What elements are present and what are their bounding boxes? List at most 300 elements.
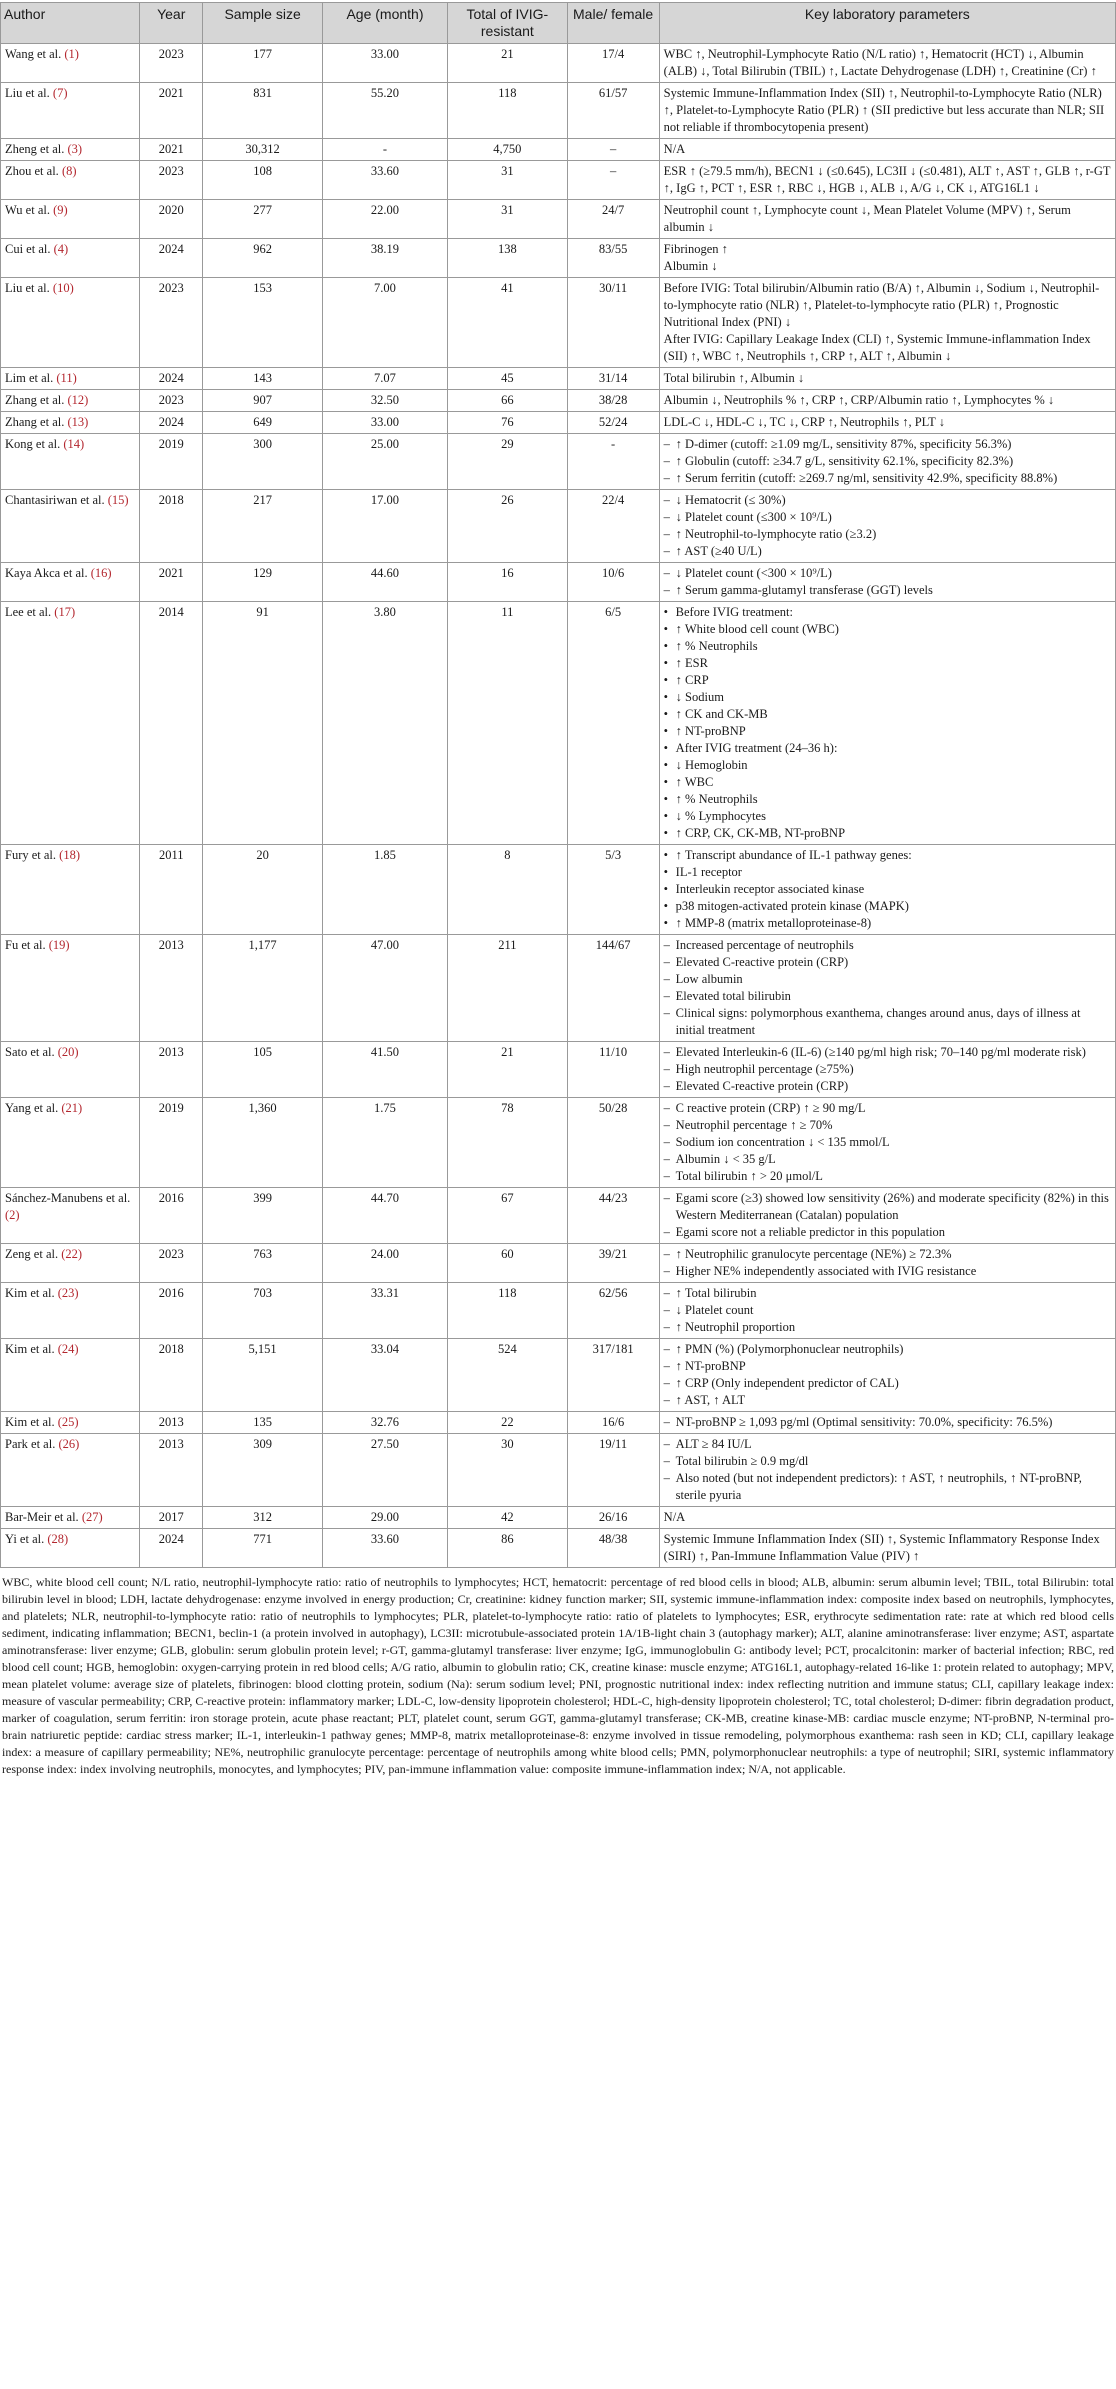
parameter-item: – ↑ AST, ↑ ALT: [664, 1392, 1111, 1409]
parameter-item: • After IVIG treatment (24–36 h):: [664, 740, 1111, 757]
parameter-item: • p38 mitogen-activated protein kinase (MAPK): [664, 898, 1111, 915]
author-name: Kim et al.: [5, 1342, 58, 1356]
table-row: [1, 412, 1116, 434]
cell-age: 32.76: [322, 1412, 447, 1434]
parameter-item: – ↓ Platelet count: [664, 1302, 1111, 1319]
author-name: Kaya Akca et al.: [5, 566, 91, 580]
cell-sample-size: 153: [203, 278, 322, 368]
author-name: Lim et al.: [5, 371, 57, 385]
cell-parameters: [659, 490, 1115, 563]
cell-parameters: [659, 1244, 1115, 1283]
cell-year: 2024: [139, 412, 202, 434]
ivig-resistance-table: [0, 2, 1116, 1568]
reference-link[interactable]: (3): [67, 142, 83, 156]
cell-male-female: 31/14: [567, 368, 659, 390]
cell-sample-size: 763: [203, 1244, 322, 1283]
cell-male-female: –: [567, 161, 659, 200]
cell-age: 29.00: [322, 1507, 447, 1529]
cell-parameters: [659, 1283, 1115, 1339]
cell-author: [1, 44, 140, 83]
author-name: Zheng et al.: [5, 142, 68, 156]
cell-age: 47.00: [322, 935, 447, 1042]
cell-male-female: 19/11: [567, 1434, 659, 1507]
table-row: [1, 845, 1116, 935]
cell-male-female: 5/3: [567, 845, 659, 935]
cell-parameters: [659, 1434, 1115, 1507]
cell-ivig-resistant: 22: [448, 1412, 567, 1434]
cell-author: [1, 1283, 140, 1339]
parameter-text: N/A: [663, 1510, 686, 1524]
cell-sample-size: 143: [203, 368, 322, 390]
table-row: [1, 1283, 1116, 1339]
cell-author: [1, 161, 140, 200]
author-name: Fury et al.: [5, 848, 60, 862]
cell-age: 33.60: [322, 1529, 447, 1568]
reference-link[interactable]: (13): [67, 415, 89, 429]
cell-male-female: 144/67: [567, 935, 659, 1042]
cell-author: [1, 278, 140, 368]
cell-parameters: [659, 1412, 1115, 1434]
parameter-item: – ↓ Platelet count (<300 × 10⁹/L): [664, 565, 1111, 582]
cell-ivig-resistant: 30: [448, 1434, 567, 1507]
cell-sample-size: 217: [203, 490, 322, 563]
cell-male-female: 50/28: [567, 1098, 659, 1188]
cell-male-female: 38/28: [567, 390, 659, 412]
table-footnote: WBC, white blood cell count; N/L ratio, neutrophil-lymphocyte ratio: ratio of neutrophils to lymphocytes; HCT, hematocrit: percentage of red blood cells in blood; ALB, albumin: serum albumin level; TBIL, total Bilirubin: total bilirubin level in blood; LDH, lactate dehydrogenase: enzyme involved in energy production; Cr, creatinine: kidney function marker; SII, systemic immune-inflammation index: composite index based on neutrophils, lymphocytes, and platelets; NLR, neutrophil-to-lymphocyte ratio: ratio of neutrophils to lymphocytes; PLR, platelet-to-lymphocyte ratio: ratio of platelets to lymphocytes; ESR, erythrocyte sedimentation rate: rate at which red blood cells sediment, indicating inflammation; BECN1, beclin-1 (a protein involved in autophagy), LC3II: microtubule-associated protein 1A/1B-light chain 3 (autophagy marker); ALT, alanine aminotransferase: liver enzyme; AST, aspartate aminotransferase: liver enzyme; GLB, globulin: serum globulin protein level; r-GT, gamma-glutamyl transferase: liver enzyme; IgG, immunoglobulin G: antibody level; PCT, procalcitonin: marker of bacterial infection; RBC, red blood cell count; HGB, hemoglobin: oxygen-carrying protein in red blood cells; A/G ratio, albumin to globulin ratio; CK, creatine kinase: muscle enzyme; ATG16L1, autophagy-related 16-like 1: protein related to autophagy; MPV, mean platelet volume: average size of platelets, fibrinogen: blood clotting protein, sodium (Na): serum sodium level; PNI, prognostic nutritional index: index reflecting nutrition and immune status; CLI, capillary leakage index: measure of vascular permeability; CRP, C-reactive protein: inflammatory marker; LDL-C, low-density lipoprotein cholesterol; HDL-C, high-density lipoprotein cholesterol; TC, total cholesterol; D-dimer: fibrin degradation product, marker of coagulation, serum ferritin: iron storage protein, acute phase reactant; PLT, platelet count, serum GGT, gamma-glutamyl transferase; CK-MB, creatine kinase-MB: cardiac muscle enzyme; NT-proBNP, N-terminal pro-brain natriuretic peptide: cardiac stress marker; IL-1, interleukin-1 pathway genes; MMP-8, matrix metalloproteinase-8: enzyme involved in tissue remodeling, polymorphous exanthema: rash seen in KD; CLI, capillary leakage index: a measure of capillary permeability; NE%, neutrophilic granulocyte percentage: percentage of neutrophils among white blood cells; PMN, polymorphonuclear neutrophils: a type of neutrophil; SIRI, systemic inflammatory response index: index involving neutrophils, monocytes, and lymphocytes; PIV, pan-immune inflammation value: composite immune-inflammation index; N/A, not applicable.: [2, 1575, 1114, 1776]
parameter-text: Systemic Immune Inflammation Index (SII) ↑, Systemic Inflammatory Response Index (SIRI) ↑, Pan-Immune Inflammation Value (PIV) ↑: [663, 1532, 1100, 1563]
table-row: [1, 278, 1116, 368]
reference-link[interactable]: (21): [61, 1101, 83, 1115]
cell-age: 7.07: [322, 368, 447, 390]
table-row: [1, 139, 1116, 161]
cell-ivig-resistant: 45: [448, 368, 567, 390]
parameter-item: – Low albumin: [664, 971, 1111, 988]
author-name: Wang et al.: [5, 47, 65, 61]
cell-parameters: [659, 1339, 1115, 1412]
cell-parameters: [659, 1529, 1115, 1568]
cell-parameters: [659, 278, 1115, 368]
reference-link[interactable]: (23): [57, 1286, 79, 1300]
parameter-item: • Before IVIG treatment:: [664, 604, 1111, 621]
cell-ivig-resistant: 76: [448, 412, 567, 434]
cell-year: 2023: [139, 161, 202, 200]
cell-parameters: [659, 200, 1115, 239]
header-author: Author: [1, 3, 140, 44]
parameter-list: [664, 604, 1111, 842]
author-name: Lee et al.: [5, 605, 55, 619]
cell-sample-size: 277: [203, 200, 322, 239]
cell-year: 2023: [139, 278, 202, 368]
table-row: [1, 602, 1116, 845]
table-row: [1, 1412, 1116, 1434]
author-name: Kim et al.: [5, 1415, 58, 1429]
cell-parameters: [659, 845, 1115, 935]
cell-author: [1, 390, 140, 412]
reference-link[interactable]: (12): [67, 393, 89, 407]
header-ivig-resistant: Total of IVIG-resistant: [448, 3, 567, 44]
parameter-text: Fibrinogen ↑: [663, 242, 728, 256]
cell-ivig-resistant: 42: [448, 1507, 567, 1529]
cell-year: 2019: [139, 1098, 202, 1188]
cell-year: 2023: [139, 44, 202, 83]
cell-sample-size: 108: [203, 161, 322, 200]
parameter-list: [664, 1100, 1111, 1185]
parameter-item: • IL-1 receptor: [664, 864, 1111, 881]
reference-link[interactable]: (1): [64, 47, 79, 61]
cell-sample-size: 129: [203, 563, 322, 602]
table-row: [1, 1434, 1116, 1507]
parameter-item: – Clinical signs: polymorphous exanthema, changes around anus, days of illness at initial treatment: [664, 1005, 1111, 1039]
cell-year: 2013: [139, 1412, 202, 1434]
cell-male-female: 10/6: [567, 563, 659, 602]
cell-ivig-resistant: 118: [448, 83, 567, 139]
cell-author: [1, 239, 140, 278]
reference-link[interactable]: (15): [107, 493, 129, 507]
parameter-item: – ↑ Total bilirubin: [664, 1285, 1111, 1302]
parameter-list: [664, 1414, 1111, 1431]
cell-parameters: [659, 1042, 1115, 1098]
cell-sample-size: 105: [203, 1042, 322, 1098]
author-name: Liu et al.: [5, 281, 53, 295]
cell-year: 2016: [139, 1283, 202, 1339]
cell-sample-size: 1,360: [203, 1098, 322, 1188]
cell-ivig-resistant: 21: [448, 44, 567, 83]
table-body: [1, 44, 1116, 1568]
cell-age: 25.00: [322, 434, 447, 490]
table-row: [1, 1507, 1116, 1529]
table-row: [1, 368, 1116, 390]
reference-link[interactable]: (8): [61, 164, 77, 178]
cell-author: [1, 1339, 140, 1412]
cell-sample-size: 703: [203, 1283, 322, 1339]
cell-ivig-resistant: 78: [448, 1098, 567, 1188]
cell-year: 2018: [139, 490, 202, 563]
cell-year: 2021: [139, 139, 202, 161]
reference-link[interactable]: (17): [54, 605, 76, 619]
author-name: Bar-Meir et al.: [5, 1510, 82, 1524]
table-row: [1, 161, 1116, 200]
cell-ivig-resistant: 21: [448, 1042, 567, 1098]
parameter-item: – Neutrophil percentage ↑ ≥ 70%: [664, 1117, 1111, 1134]
cell-age: 22.00: [322, 200, 447, 239]
parameter-list: [664, 436, 1111, 487]
parameter-item: • ↑ % Neutrophils: [664, 791, 1111, 808]
parameter-item: – C reactive protein (CRP) ↑ ≥ 90 mg/L: [664, 1100, 1111, 1117]
cell-age: 33.00: [322, 44, 447, 83]
cell-year: 2019: [139, 434, 202, 490]
cell-male-female: 6/5: [567, 602, 659, 845]
table-row: [1, 390, 1116, 412]
table-row: [1, 239, 1116, 278]
cell-ivig-resistant: 26: [448, 490, 567, 563]
cell-year: 2013: [139, 1434, 202, 1507]
cell-sample-size: 20: [203, 845, 322, 935]
cell-ivig-resistant: 4,750: [448, 139, 567, 161]
parameter-item: – Total bilirubin ≥ 0.9 mg/dl: [664, 1453, 1111, 1470]
author-name: Wu et al.: [5, 203, 54, 217]
table-row: [1, 1244, 1116, 1283]
reference-link[interactable]: (16): [90, 566, 112, 580]
parameter-text: LDL-C ↓, HDL-C ↓, TC ↓, CRP ↑, Neutrophils ↑, PLT ↓: [663, 415, 945, 429]
cell-sample-size: 91: [203, 602, 322, 845]
cell-year: 2016: [139, 1188, 202, 1244]
reference-link[interactable]: (26): [58, 1437, 80, 1451]
cell-sample-size: 312: [203, 1507, 322, 1529]
parameter-item: – ↓ Hematocrit (≤ 30%): [664, 492, 1111, 509]
cell-male-female: –: [567, 139, 659, 161]
cell-ivig-resistant: 8: [448, 845, 567, 935]
parameter-list: [664, 847, 1111, 932]
parameter-item: • ↑ NT-proBNP: [664, 723, 1111, 740]
cell-age: 1.85: [322, 845, 447, 935]
cell-author: [1, 412, 140, 434]
parameter-text: Albumin ↓, Neutrophils % ↑, CRP ↑, CRP/Albumin ratio ↑, Lymphocytes % ↓: [663, 393, 1055, 407]
cell-male-female: 317/181: [567, 1339, 659, 1412]
cell-parameters: [659, 434, 1115, 490]
cell-year: 2013: [139, 1042, 202, 1098]
cell-author: [1, 1434, 140, 1507]
cell-age: -: [322, 139, 447, 161]
cell-parameters: [659, 83, 1115, 139]
cell-year: 2018: [139, 1339, 202, 1412]
parameter-item: • ↑ MMP-8 (matrix metalloproteinase-8): [664, 915, 1111, 932]
cell-sample-size: 771: [203, 1529, 322, 1568]
table-row: [1, 1529, 1116, 1568]
cell-ivig-resistant: 67: [448, 1188, 567, 1244]
parameter-item: – ↑ Neutrophilic granulocyte percentage (NE%) ≥ 72.3%: [664, 1246, 1111, 1263]
cell-male-female: 26/16: [567, 1507, 659, 1529]
cell-male-female: 30/11: [567, 278, 659, 368]
table-row: [1, 563, 1116, 602]
cell-age: 44.60: [322, 563, 447, 602]
reference-link[interactable]: (22): [61, 1247, 83, 1261]
cell-age: 44.70: [322, 1188, 447, 1244]
reference-link[interactable]: (18): [59, 848, 80, 862]
parameter-list: [664, 565, 1111, 599]
author-name: Sánchez-Manubens et al.: [5, 1191, 131, 1205]
cell-sample-size: 1,177: [203, 935, 322, 1042]
cell-age: 17.00: [322, 490, 447, 563]
cell-parameters: [659, 1098, 1115, 1188]
header-parameters: Key laboratory parameters: [659, 3, 1115, 44]
parameter-item: – ↑ NT-proBNP: [664, 1358, 1111, 1375]
author-name: Zhou et al.: [5, 164, 62, 178]
author-name: Chantasiriwan et al.: [5, 493, 108, 507]
cell-author: [1, 1042, 140, 1098]
cell-male-female: 62/56: [567, 1283, 659, 1339]
parameter-item: – ↑ Neutrophil-to-lymphocyte ratio (≥3.2): [664, 526, 1111, 543]
reference-link[interactable]: (9): [53, 203, 68, 217]
cell-author: [1, 1244, 140, 1283]
header-sample-size: Sample size: [203, 3, 322, 44]
parameter-list: [664, 492, 1111, 560]
reference-link[interactable]: (25): [57, 1415, 79, 1429]
cell-author: [1, 200, 140, 239]
cell-sample-size: 907: [203, 390, 322, 412]
author-name: Fu et al.: [5, 938, 49, 952]
cell-sample-size: 135: [203, 1412, 322, 1434]
cell-male-female: 52/24: [567, 412, 659, 434]
cell-year: 2013: [139, 935, 202, 1042]
cell-year: 2011: [139, 845, 202, 935]
parameter-item: • ↑ ESR: [664, 655, 1111, 672]
cell-sample-size: 649: [203, 412, 322, 434]
table-row: [1, 83, 1116, 139]
parameter-item: – ↑ Neutrophil proportion: [664, 1319, 1111, 1336]
cell-male-female: 22/4: [567, 490, 659, 563]
cell-ivig-resistant: 66: [448, 390, 567, 412]
cell-ivig-resistant: 524: [448, 1339, 567, 1412]
cell-parameters: [659, 1507, 1115, 1529]
cell-author: [1, 83, 140, 139]
cell-male-female: 39/21: [567, 1244, 659, 1283]
parameter-list: [664, 1436, 1111, 1504]
parameter-item: – Total bilirubin ↑ > 20 μmol/L: [664, 1168, 1111, 1185]
parameter-item: – Elevated total bilirubin: [664, 988, 1111, 1005]
cell-author: [1, 1412, 140, 1434]
parameter-text: N/A: [663, 142, 686, 156]
reference-link[interactable]: (7): [52, 86, 68, 100]
author-name: Zhang et al.: [5, 415, 68, 429]
cell-ivig-resistant: 29: [448, 434, 567, 490]
cell-male-female: 83/55: [567, 239, 659, 278]
cell-ivig-resistant: 118: [448, 1283, 567, 1339]
cell-author: [1, 368, 140, 390]
author-name: Park et al.: [5, 1437, 59, 1451]
parameter-list: [664, 1246, 1111, 1280]
parameter-item: – NT-proBNP ≥ 1,093 pg/ml (Optimal sensitivity: 70.0%, specificity: 76.5%): [664, 1414, 1111, 1431]
parameter-item: – ↑ Globulin (cutoff: ≥34.7 g/L, sensitivity 62.1%, specificity 82.3%): [664, 453, 1111, 470]
cell-author: [1, 139, 140, 161]
cell-author: [1, 563, 140, 602]
cell-parameters: [659, 1188, 1115, 1244]
cell-ivig-resistant: 138: [448, 239, 567, 278]
cell-ivig-resistant: 31: [448, 161, 567, 200]
parameter-item: • ↑ White blood cell count (WBC): [664, 621, 1111, 638]
parameter-text: Total bilirubin ↑, Albumin ↓: [663, 371, 805, 385]
cell-male-female: 11/10: [567, 1042, 659, 1098]
cell-sample-size: 831: [203, 83, 322, 139]
table-row: [1, 1339, 1116, 1412]
cell-author: [1, 602, 140, 845]
parameter-item: – Elevated C-reactive protein (CRP): [664, 1078, 1111, 1095]
reference-link[interactable]: (27): [81, 1510, 103, 1524]
cell-ivig-resistant: 211: [448, 935, 567, 1042]
cell-age: 41.50: [322, 1042, 447, 1098]
cell-parameters: [659, 563, 1115, 602]
author-name: Kim et al.: [5, 1286, 58, 1300]
parameter-list: [664, 937, 1111, 1039]
author-name: Zhang et al.: [5, 393, 68, 407]
cell-author: [1, 434, 140, 490]
reference-link[interactable]: (28): [47, 1532, 69, 1546]
parameter-item: – ↑ CRP (Only independent predictor of CAL): [664, 1375, 1111, 1392]
table-row: [1, 1098, 1116, 1188]
table-row: [1, 200, 1116, 239]
cell-parameters: [659, 161, 1115, 200]
reference-link[interactable]: (2): [5, 1208, 20, 1222]
parameter-item: – Elevated Interleukin-6 (IL-6) (≥140 pg/ml high risk; 70–140 pg/ml moderate risk): [664, 1044, 1111, 1061]
parameter-item: • ↑ Transcript abundance of IL-1 pathway genes:: [664, 847, 1111, 864]
cell-author: [1, 1507, 140, 1529]
parameter-item: – Elevated C-reactive protein (CRP): [664, 954, 1111, 971]
author-name: Zeng et al.: [5, 1247, 62, 1261]
cell-male-female: 16/6: [567, 1412, 659, 1434]
author-name: Yi et al.: [5, 1532, 48, 1546]
cell-parameters: [659, 44, 1115, 83]
cell-year: 2024: [139, 239, 202, 278]
cell-author: [1, 845, 140, 935]
author-name: Sato et al.: [5, 1045, 58, 1059]
cell-year: 2023: [139, 1244, 202, 1283]
header-age: Age (month): [322, 3, 447, 44]
parameter-item: • ↑ CRP: [664, 672, 1111, 689]
table-header: [1, 3, 1116, 44]
cell-male-female: 61/57: [567, 83, 659, 139]
cell-author: [1, 1098, 140, 1188]
parameter-item: • ↑ CRP, CK, CK-MB, NT-proBNP: [664, 825, 1111, 842]
cell-parameters: [659, 935, 1115, 1042]
cell-sample-size: 399: [203, 1188, 322, 1244]
reference-link[interactable]: (14): [63, 437, 85, 451]
header-row: [1, 3, 1116, 44]
parameter-list: [664, 1341, 1111, 1409]
cell-male-female: 17/4: [567, 44, 659, 83]
reference-link[interactable]: (4): [53, 242, 69, 256]
cell-year: 2017: [139, 1507, 202, 1529]
parameter-text: WBC ↑, Neutrophil-Lymphocyte Ratio (N/L ratio) ↑, Hematocrit (HCT) ↓, Albumin (ALB) ↓, Total Bilirubin (TBIL) ↑, Lactate Dehydrogenase (LDH) ↑, Creatinine (Cr) ↑: [663, 47, 1097, 78]
parameter-item: • ↓ Hemoglobin: [664, 757, 1111, 774]
table-row: [1, 1188, 1116, 1244]
table-row: [1, 935, 1116, 1042]
parameter-item: – Egami score not a reliable predictor in this population: [664, 1224, 1111, 1241]
cell-age: 32.50: [322, 390, 447, 412]
parameter-item: • ↑ WBC: [664, 774, 1111, 791]
parameter-item: – Also noted (but not independent predictors): ↑ AST, ↑ neutrophils, ↑ NT-proBNP, sterile pyuria: [664, 1470, 1111, 1504]
author-name: Yang et al.: [5, 1101, 62, 1115]
cell-male-female: 44/23: [567, 1188, 659, 1244]
reference-link[interactable]: (24): [57, 1342, 79, 1356]
cell-sample-size: 5,151: [203, 1339, 322, 1412]
cell-year: 2021: [139, 83, 202, 139]
cell-age: 7.00: [322, 278, 447, 368]
parameter-item: – Sodium ion concentration ↓ < 135 mmol/L: [664, 1134, 1111, 1151]
parameter-text: Systemic Immune-Inflammation Index (SII) ↑, Neutrophil-to-Lymphocyte Ratio (NLR) ↑, Platelet-to-Lymphocyte Ratio (PLR) ↑ (SII predictive but less accurate than NLR; SII not reliable if thrombocytopenia present): [663, 86, 1105, 134]
parameter-item: – ↑ AST (≥40 U/L): [664, 543, 1111, 560]
cell-sample-size: 309: [203, 1434, 322, 1507]
cell-ivig-resistant: 86: [448, 1529, 567, 1568]
parameter-item: – ↑ Serum ferritin (cutoff: ≥269.7 ng/ml, sensitivity 42.9%, specificity 88.8%): [664, 470, 1111, 487]
header-year: Year: [139, 3, 202, 44]
cell-age: 24.00: [322, 1244, 447, 1283]
header-male-female: Male/ female: [567, 3, 659, 44]
cell-parameters: [659, 139, 1115, 161]
reference-link[interactable]: (10): [52, 281, 74, 295]
author-name: Liu et al.: [5, 86, 53, 100]
table-row: [1, 1042, 1116, 1098]
parameter-item: • ↓ % Lymphocytes: [664, 808, 1111, 825]
parameter-item: – High neutrophil percentage (≥75%): [664, 1061, 1111, 1078]
reference-link[interactable]: (19): [48, 938, 70, 952]
cell-sample-size: 962: [203, 239, 322, 278]
parameter-item: – Egami score (≥3) showed low sensitivity (26%) and moderate specificity (82%) in this Western Mediterranean (Catalan) population: [664, 1190, 1111, 1224]
parameter-item: – ↑ D-dimer (cutoff: ≥1.09 mg/L, sensitivity 87%, specificity 56.3%): [664, 436, 1111, 453]
reference-link[interactable]: (20): [57, 1045, 79, 1059]
parameter-list: [664, 1285, 1111, 1336]
parameter-item: • Interleukin receptor associated kinase: [664, 881, 1111, 898]
cell-year: 2024: [139, 1529, 202, 1568]
reference-link[interactable]: (11): [56, 371, 77, 385]
